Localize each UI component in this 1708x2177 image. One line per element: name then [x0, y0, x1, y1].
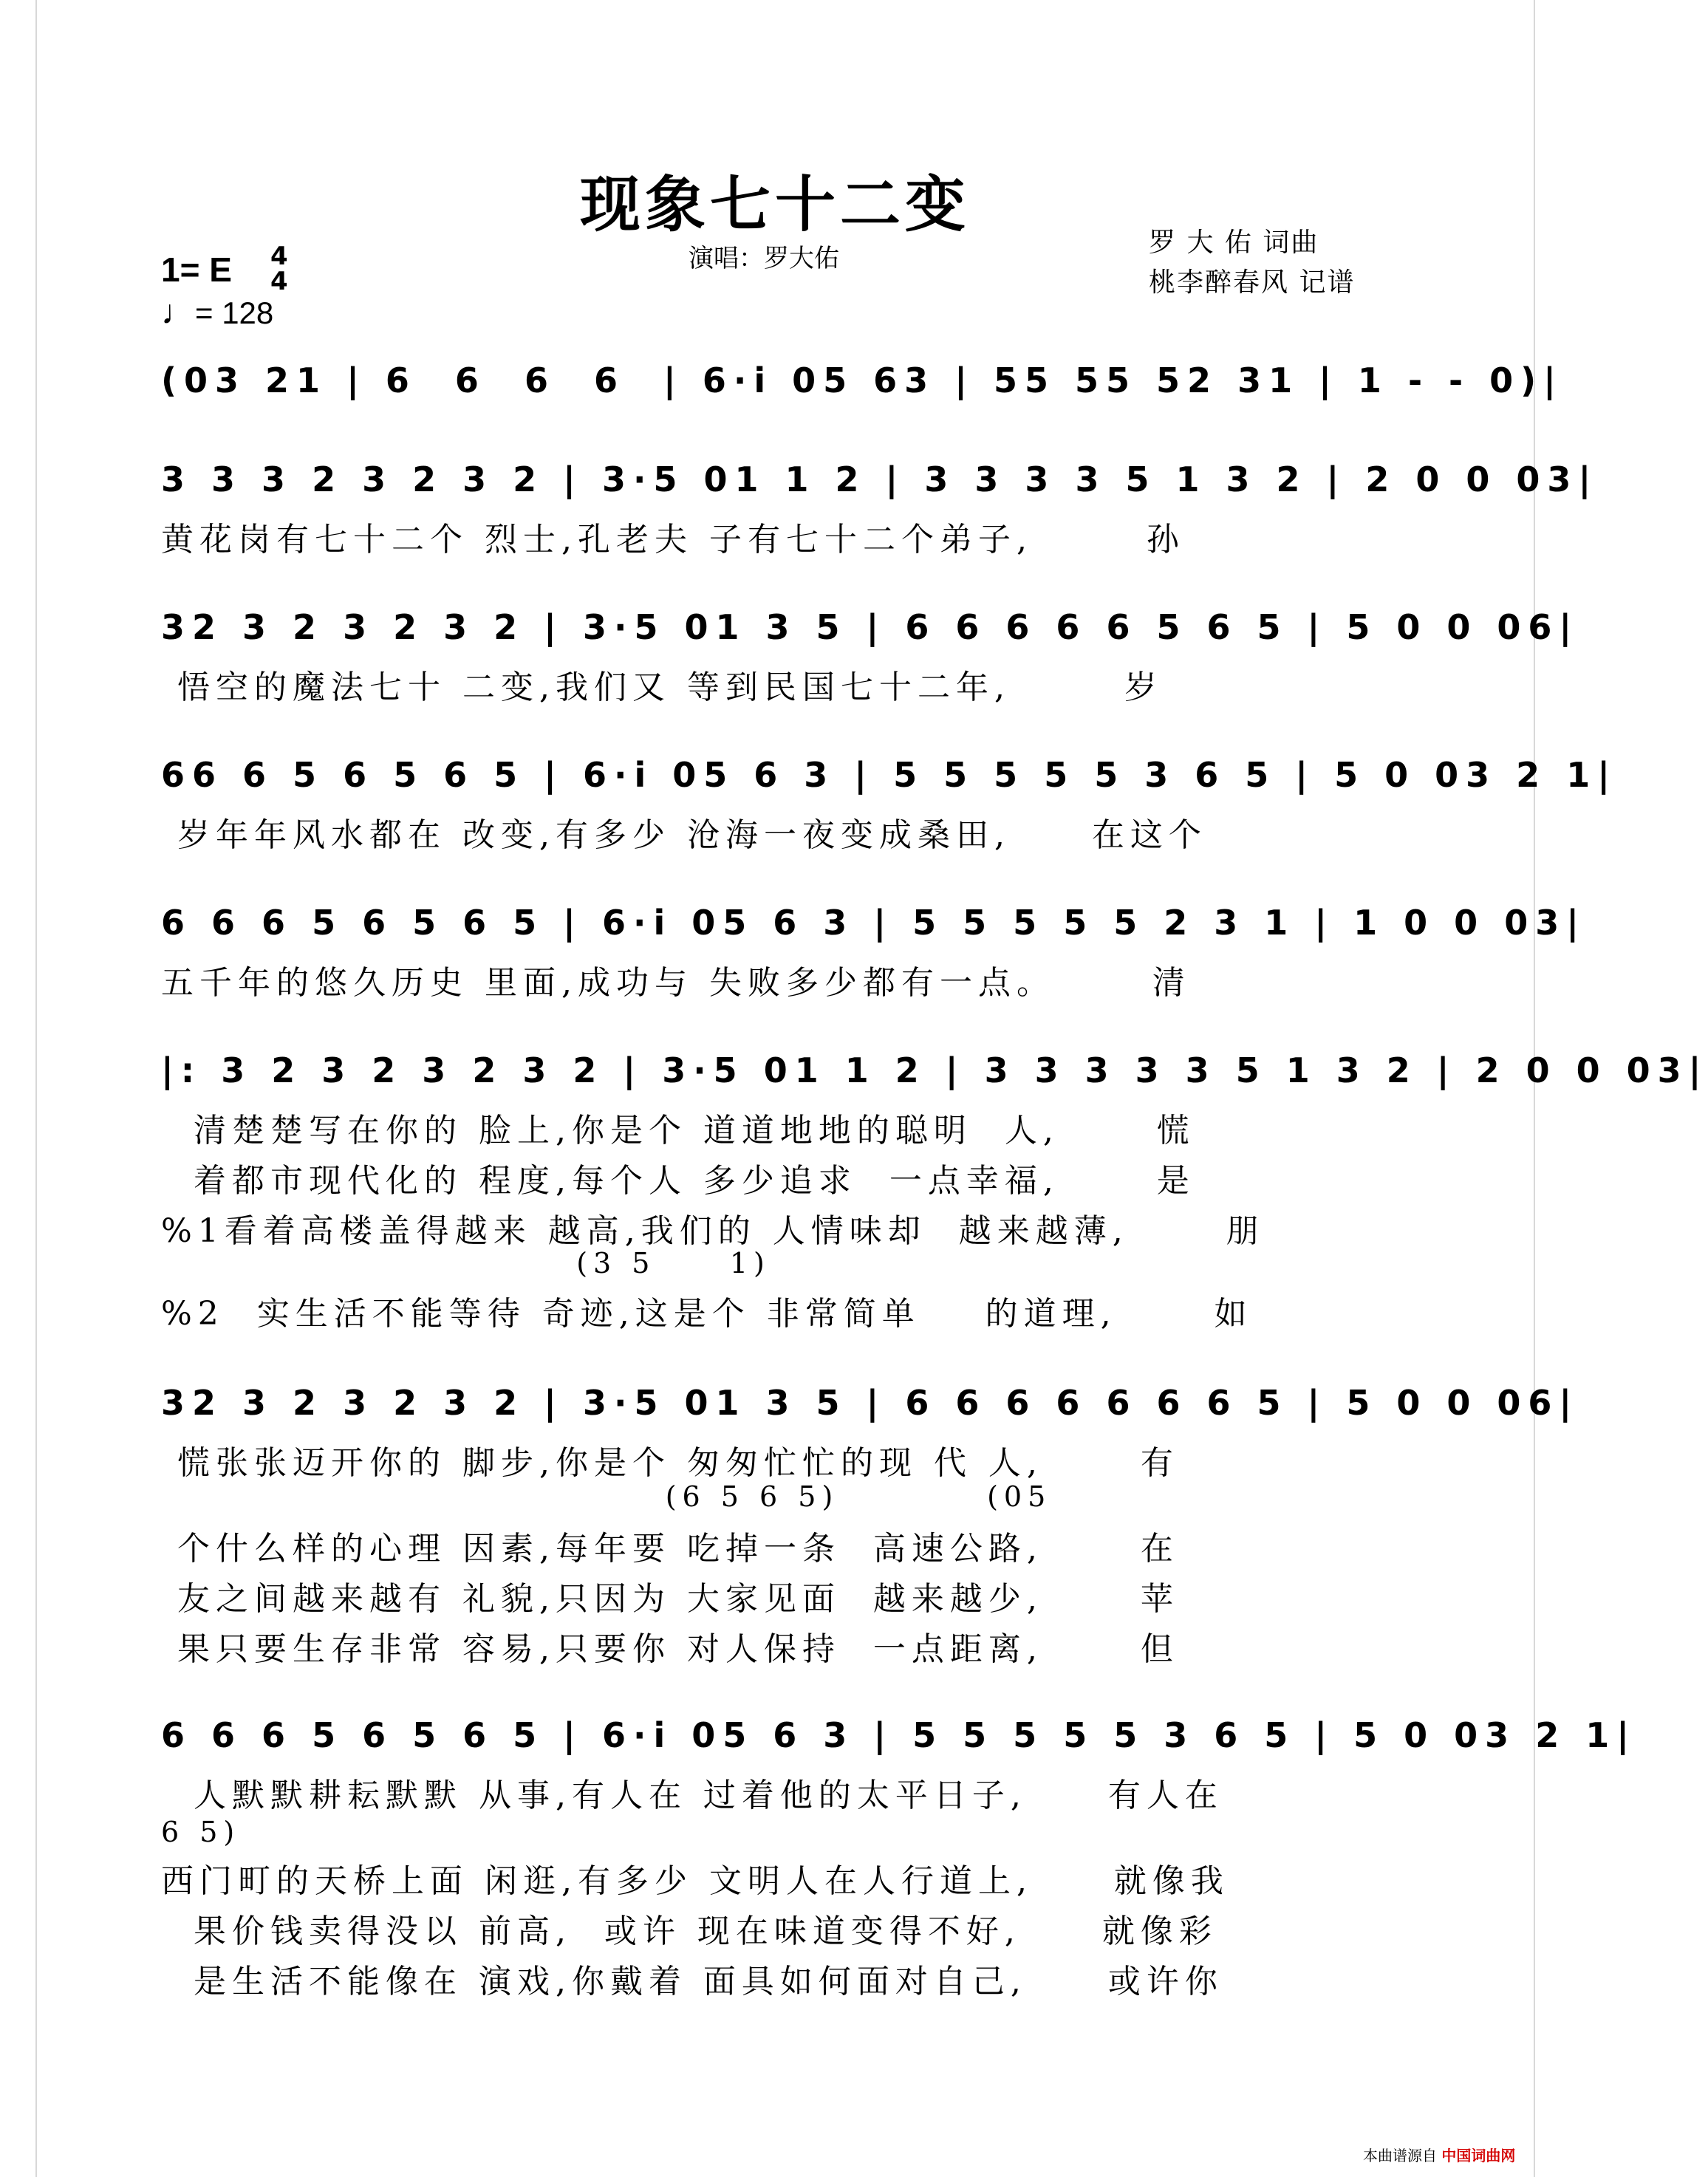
lyric-line: 是生活不能像在 演戏,你戴着 面具如何面对自己, 或许你: [161, 1963, 1223, 2000]
notation-line: 66 6 5 6 5 6 5 | 6·i 05 6 3 | 5 5 5 5 5 3 6 5 | 5 0 03 2 1|: [161, 755, 1618, 795]
lyric-line: 西门町的天桥上面 闲逛,有多少 文明人在人行道上, 就像我: [161, 1862, 1229, 1900]
notation-line: 6 6 6 5 6 5 6 5 | 6·i 05 6 3 | 5 5 5 5 5 2 3 1 | 1 0 0 03|: [161, 903, 1587, 943]
lyric-line: 清楚楚写在你的 脸上,你是个 道道地地的聪明 人, 慌: [161, 1112, 1195, 1149]
lyric-line: 个什么样的心理 因素,每年要 吃掉一条 高速公路, 在: [161, 1530, 1179, 1568]
alt-notation-line: (3 5 1): [161, 1247, 771, 1279]
composer-credit: 罗 大 佑 词曲: [1149, 228, 1319, 258]
lyric-line: 悟空的魔法七十 二变,我们又 等到民国七十二年, 岁: [161, 669, 1163, 706]
singer-credit: 演唱：罗大佑: [689, 244, 839, 273]
notation-line: 32 3 2 3 2 3 2 | 3·5 01 3 5 | 6 6 6 6 6 5 6 5 | 5 0 0 06|: [161, 607, 1579, 647]
lyric-line: 友之间越来越有 礼貌,只因为 大家见面 越来越少, 苹: [161, 1580, 1179, 1618]
lyric-line: 着都市现代化的 程度,每个人 多少追求 一点幸福, 是: [161, 1162, 1195, 1200]
credits: [1149, 223, 1355, 303]
lyric-line: 果价钱卖得没以 前高, 或许 现在味道变得不好, 就像彩: [161, 1913, 1217, 1950]
notation-line: |: 3 2 3 2 3 2 3 2 | 3·5 01 1 2 | 3 3 3 3 3 5 1 3 2 | 2 0 0 03|: [161, 1050, 1708, 1090]
notation-line: 6 6 6 5 6 5 6 5 | 6·i 05 6 3 | 5 5 5 5 5 3 6 5 | 5 0 03 2 1|: [161, 1715, 1637, 1755]
lyric-line: 五千年的悠久历史 里面,成功与 失败多少都有一点。 清: [161, 964, 1191, 1002]
alt-notation-line: (6 5 6 5) (05: [161, 1480, 1052, 1513]
lyric-line: 人默默耕耘默默 从事,有人在 过着他的太平日子, 有人在: [161, 1777, 1223, 1814]
lyric-line: %2 实生活不能等待 奇迹,这是个 非常简单 的道理, 如: [161, 1295, 1253, 1333]
lyric-line: 岁年年风水都在 改变,有多少 沧海一夜变成桑田, 在这个: [161, 816, 1207, 854]
watermark: 本曲谱源自 中国词曲网: [1363, 2147, 1516, 2164]
lyric-line: %1看着高楼盖得越来 越高,我们的 人情味却 越来越薄, 朋: [161, 1212, 1265, 1250]
lyric-line: 慌张张迈开你的 脚步,你是个 匆匆忙忙的现 代 人, 有: [161, 1444, 1179, 1482]
lyric-line: 黄花岗有七十二个 烈士,孔老夫 子有七十二个弟子, 孙: [161, 521, 1185, 558]
notation-line: 3 3 3 2 3 2 3 2 | 3·5 01 1 2 | 3 3 3 3 5 1 3 2 | 2 0 0 03|: [161, 459, 1599, 499]
lyric-line: 果只要生存非常 容易,只要你 对人保持 一点距离, 但: [161, 1630, 1179, 1668]
tempo-marking: ♩= 128: [161, 293, 274, 331]
quarter-note-icon: ♩: [161, 293, 195, 331]
notation-line: (03 21 | 6 6 6 6 | 6·i 05 63 | 55 55 52 31 | 1 - - 0)|: [161, 360, 1563, 400]
notation-line: 32 3 2 3 2 3 2 | 3·5 01 3 5 | 6 6 6 6 6 6 6 5 | 5 0 0 06|: [161, 1383, 1579, 1423]
transcriber-credit: 桃李醉春风 记谱: [1149, 267, 1356, 298]
key-signature: 1= E: [161, 250, 232, 289]
alt-notation-line: 6 5): [161, 1816, 241, 1848]
time-signature: 4 4: [270, 242, 288, 296]
song-title: 现象七十二变: [579, 169, 970, 240]
